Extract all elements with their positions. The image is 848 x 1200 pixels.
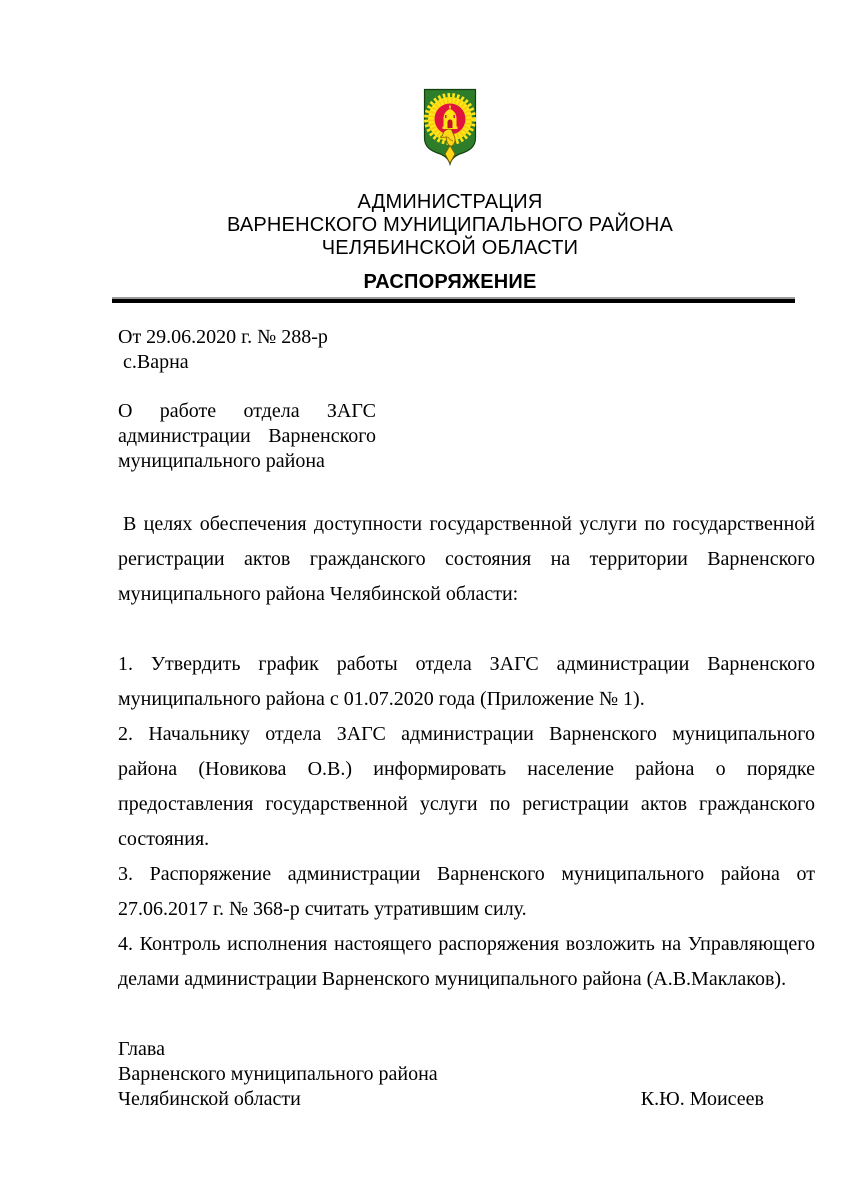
signatory-name: К.Ю. Моисеев — [640, 1088, 764, 1110]
order-item-2: 2. Начальнику отдела ЗАГС администрации Варненского муниципального района (Новикова О.В.) информировать население района о порядке предоставления государственной услуги по регистрации актов гражданского состояния. — [118, 723, 815, 850]
signatory-title-line-1: Глава — [118, 1038, 165, 1060]
coat-of-arms — [422, 87, 478, 167]
signature-row — [118, 1087, 764, 1112]
date-number-line: От 29.06.2020 г. № 288-р — [118, 326, 328, 348]
org-name-line-3: ЧЕЛЯБИНСКОЙ ОБЛАСТИ — [321, 237, 579, 259]
document-body — [118, 507, 815, 997]
letterhead — [52, 191, 848, 294]
separator-double-rule — [112, 297, 795, 303]
signatory-title-line-2: Варненского муниципального района — [118, 1063, 438, 1085]
signature-block — [118, 1037, 764, 1112]
intro-paragraph: В целях обеспечения доступности государственной услуги по государственной регистрации актов гражданского состояния на территории Варненского муниципального района Челябинской области: — [118, 513, 815, 605]
order-item-4: 4. Контроль исполнения настоящего распоряжения возложить на Управляющего делами администрации Варненского муниципального района (А.В.Маклаков). — [118, 933, 815, 990]
signatory-title-line-3: Челябинской области — [118, 1088, 301, 1110]
place-line: с.Варна — [123, 351, 189, 373]
subject-line-3: муниципального района — [118, 450, 325, 472]
document-type-title: РАСПОРЯЖЕНИЕ — [363, 271, 537, 293]
order-item-3: 3. Распоряжение администрации Варненского муниципального района от 27.06.2017 г. № 368-р считать утратившим силу. — [118, 863, 815, 920]
mausoleum-door — [448, 120, 453, 129]
subject-block — [118, 399, 376, 474]
mausoleum-window-left — [445, 115, 447, 118]
order-item-1: 1. Утвердить график работы отдела ЗАГС администрации Варненского муниципального района с 01.07.2020 года (Приложение № 1). — [118, 653, 815, 710]
mausoleum-window-right — [454, 115, 456, 118]
coat-of-arms-graphic — [422, 87, 478, 167]
org-name-line-1: АДМИНИСТРАЦИЯ — [357, 191, 543, 213]
org-name-line-2: ВАРНЕНСКОГО МУНИЦИПАЛЬНОГО РАЙОНА — [226, 214, 674, 236]
document-meta — [118, 325, 328, 375]
subject-line-2: администрации Варненского — [118, 425, 376, 447]
subject-line-1: О работе отдела ЗАГС — [118, 400, 376, 422]
